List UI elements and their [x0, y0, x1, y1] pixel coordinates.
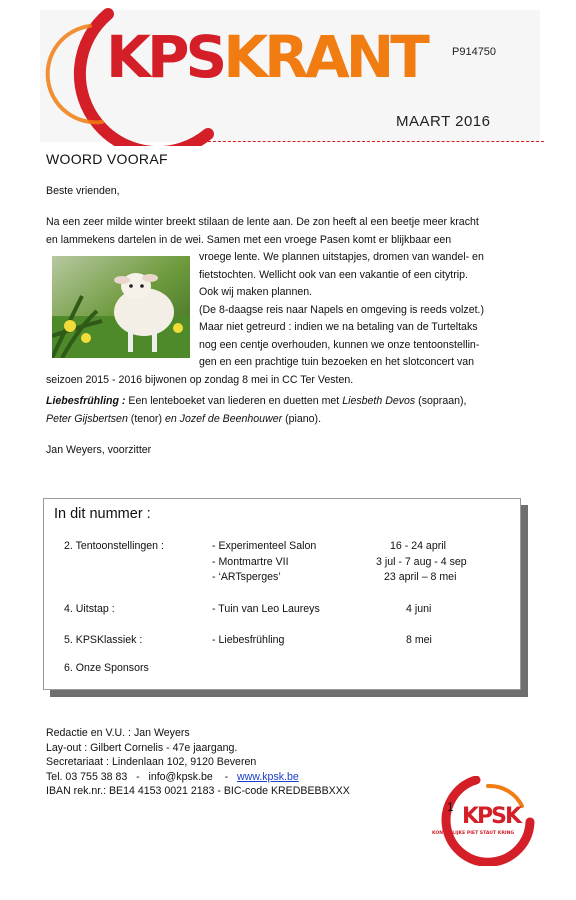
singer-role: (tenor)	[127, 413, 165, 425]
paragraph-line: (De 8-daagse reis naar Napels en omgeving is reeds volzet.)	[199, 304, 484, 316]
contents-entry-name: - Liebesfrühling	[212, 634, 285, 646]
lamb-photo	[52, 256, 190, 358]
singer-name: Liesbeth Devos	[342, 395, 416, 407]
contents-entry-name: - Tuin van Leo Laureys	[212, 603, 320, 615]
pianist-role: (piano).	[282, 413, 322, 425]
footer-phone-email: Tel. 03 755 38 83 - info@kpsk.be -	[46, 770, 237, 783]
contents-box	[43, 498, 521, 690]
contents-item-label: 5. KPSKlassiek :	[64, 634, 143, 646]
masthead-divider	[208, 141, 544, 142]
paragraph-line: nog een centje overhouden, kunnen we onze tentoonstellin-	[199, 339, 480, 351]
contents-entry-name: - Experimenteel Salon	[212, 540, 317, 552]
publication-number: P914750	[452, 46, 497, 58]
singer-role: (sopraan),	[415, 395, 467, 407]
concert-text: Een lenteboeket van liederen en duetten met	[125, 395, 343, 407]
signature: Jan Weyers, voorzitter	[46, 444, 152, 456]
section-title: WOORD VOORAF	[46, 151, 168, 167]
paragraph-line: en lammekens dartelen in de wei. Samen met een vroege Pasen komt er blijkbaar een	[46, 234, 452, 246]
paragraph-line: seizoen 2015 - 2016 bijwonen op zondag 8 mei in CC Ter Vesten.	[46, 374, 354, 386]
kpskrant-logo: KPSKRANT	[106, 23, 426, 91]
concert-line	[46, 393, 466, 410]
website-link[interactable]: www.kpsk.be	[236, 770, 299, 783]
lamb-illustration	[52, 256, 190, 358]
contents-entry-date: 23 april – 8 mei	[384, 571, 457, 583]
contents-entry-date: 4 juni	[406, 603, 432, 615]
page-number: 1	[447, 800, 454, 814]
concert-line	[46, 411, 321, 428]
footer-secretariat: Secretariaat : Lindenlaan 102, 9120 Beveren	[46, 756, 257, 768]
footer-editor: Redactie en V.U. : Jan Weyers	[46, 727, 190, 739]
paragraph-line: Ook wij maken plannen.	[199, 286, 313, 298]
contents-entry-date: 3 jul - 7 aug - 4 sep	[376, 556, 467, 568]
footer-bank: IBAN rek.nr.: BE14 4153 0021 2183 - BIC-code KREDBEBBXXX	[46, 785, 350, 797]
paragraph-line: vroege lente. We plannen uitstapjes, dromen van wandel- en	[199, 251, 484, 263]
footer-contact	[46, 770, 350, 785]
concert-title: Liebesfrühling :	[46, 395, 126, 407]
footer-colophon	[46, 726, 350, 799]
footer-layout: Lay-out : Gilbert Cornelis - 47e jaargang.	[46, 741, 238, 754]
singer-name: Peter Gijsbertsen	[46, 413, 128, 425]
masthead	[30, 6, 545, 146]
contents-entry-name: - Montmartre VII	[212, 556, 289, 568]
contents-title: In dit nummer :	[54, 506, 151, 522]
contents-entry-date: 8 mei	[406, 634, 432, 646]
contents-item-label: 2. Tentoonstellingen :	[64, 540, 164, 552]
contents-entry-date: 16 - 24 april	[390, 540, 446, 552]
paragraph-line: Maar niet getreurd : indien we na betaling van de Turteltaks	[199, 321, 478, 333]
paragraph-line: Na een zeer milde winter breekt stilaan de lente aan. De zon heeft al een beetje meer kracht	[46, 216, 479, 228]
badge-logo-text: KPSK	[462, 804, 521, 829]
pianist-name: Jozef de Beenhouwer	[179, 413, 283, 425]
greeting: Beste vrienden,	[46, 185, 120, 197]
contents-entry-name: - ‘ARTsperges’	[212, 571, 281, 583]
paragraph-line: fietstochten. Wellicht ook van een vakantie of een citytrip.	[199, 269, 468, 281]
conjunction: en	[164, 413, 180, 425]
kpsk-badge-logo	[418, 776, 536, 866]
badge-tagline: KONINKLIJKE PIET STAUT KRING	[432, 831, 515, 836]
contents-item-label: 4. Uitstap :	[64, 603, 115, 615]
contents-item-label: 6. Onze Sponsors	[64, 662, 149, 674]
issue-date: MAART 2016	[396, 113, 491, 130]
paragraph-line: gen en een prachtige tuin bezoeken en het slotconcert van	[199, 356, 475, 368]
